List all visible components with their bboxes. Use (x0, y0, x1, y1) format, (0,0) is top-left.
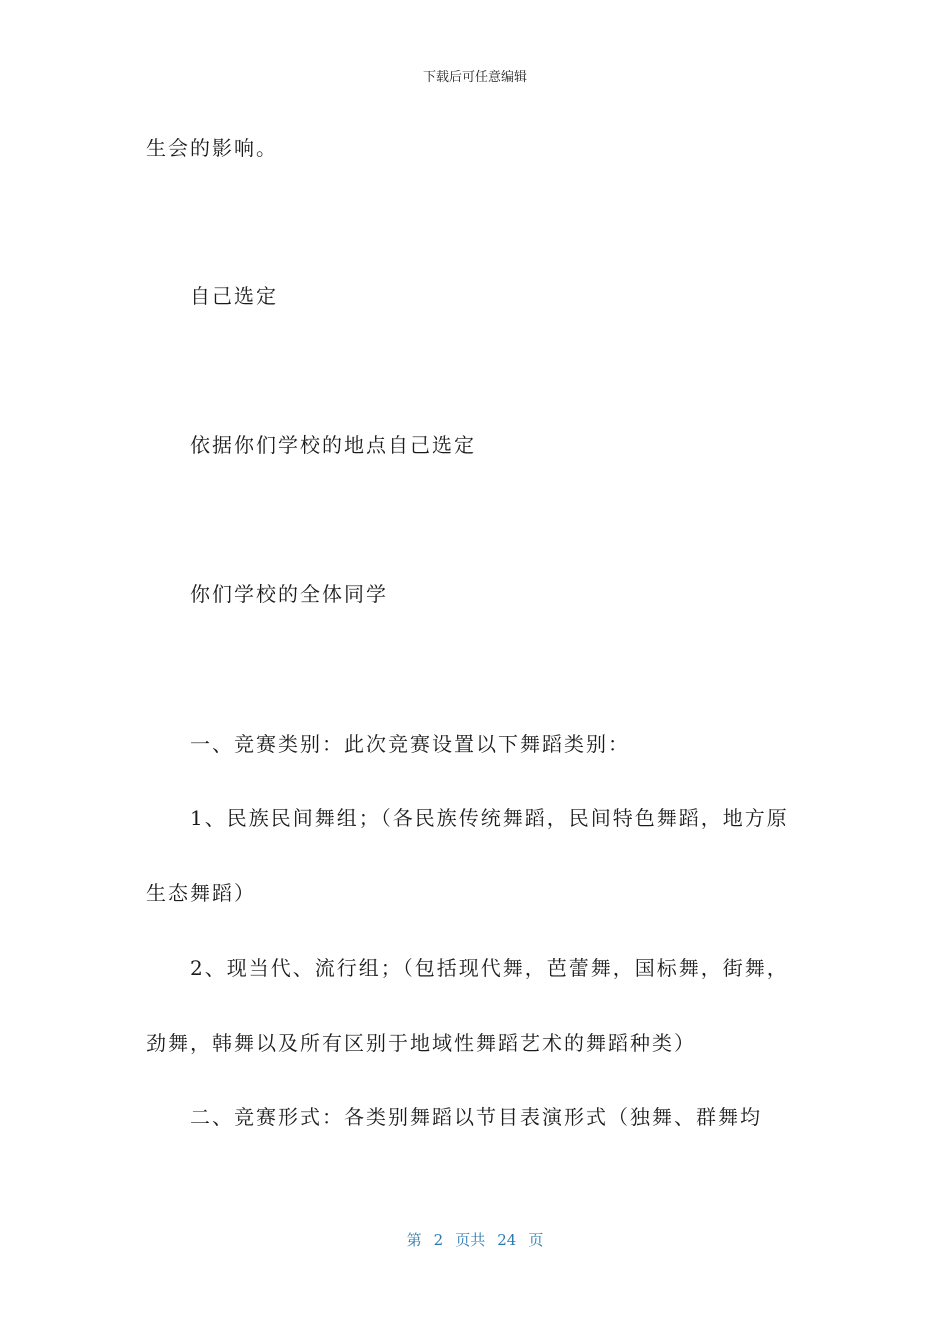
paragraph-line: 你们学校的全体同学 (190, 582, 388, 606)
page-footer (0, 1229, 950, 1250)
header-note: 下载后可任意编辑 (422, 70, 527, 85)
paragraph-line: 1、民族民间舞组；（各民族传统舞蹈，民间特色舞蹈，地方原 (190, 806, 789, 830)
footer-total-pages: 24 (497, 1231, 517, 1249)
footer-current-page: 2 (433, 1231, 444, 1249)
paragraph-line: 生态舞蹈） (146, 881, 256, 905)
paragraph-line: 2、现当代、流行组；（包括现代舞，芭蕾舞，国标舞，街舞， (190, 956, 789, 980)
footer-prefix: 第 (406, 1231, 422, 1249)
footer-middle: 页共 (455, 1231, 486, 1249)
footer-suffix: 页 (528, 1231, 544, 1249)
paragraph-line: 一、竞赛类别：此次竞赛设置以下舞蹈类别： (190, 732, 630, 756)
paragraph-line: 依据你们学校的地点自己选定 (190, 433, 476, 457)
paragraph-line: 二、竞赛形式：各类别舞蹈以节目表演形式（独舞、群舞均 (190, 1105, 762, 1129)
paragraph-line: 劲舞，韩舞以及所有区别于地域性舞蹈艺术的舞蹈种类） (146, 1031, 696, 1055)
paragraph-line: 自己选定 (190, 284, 278, 308)
paragraph-line: 生会的影响。 (146, 136, 278, 160)
